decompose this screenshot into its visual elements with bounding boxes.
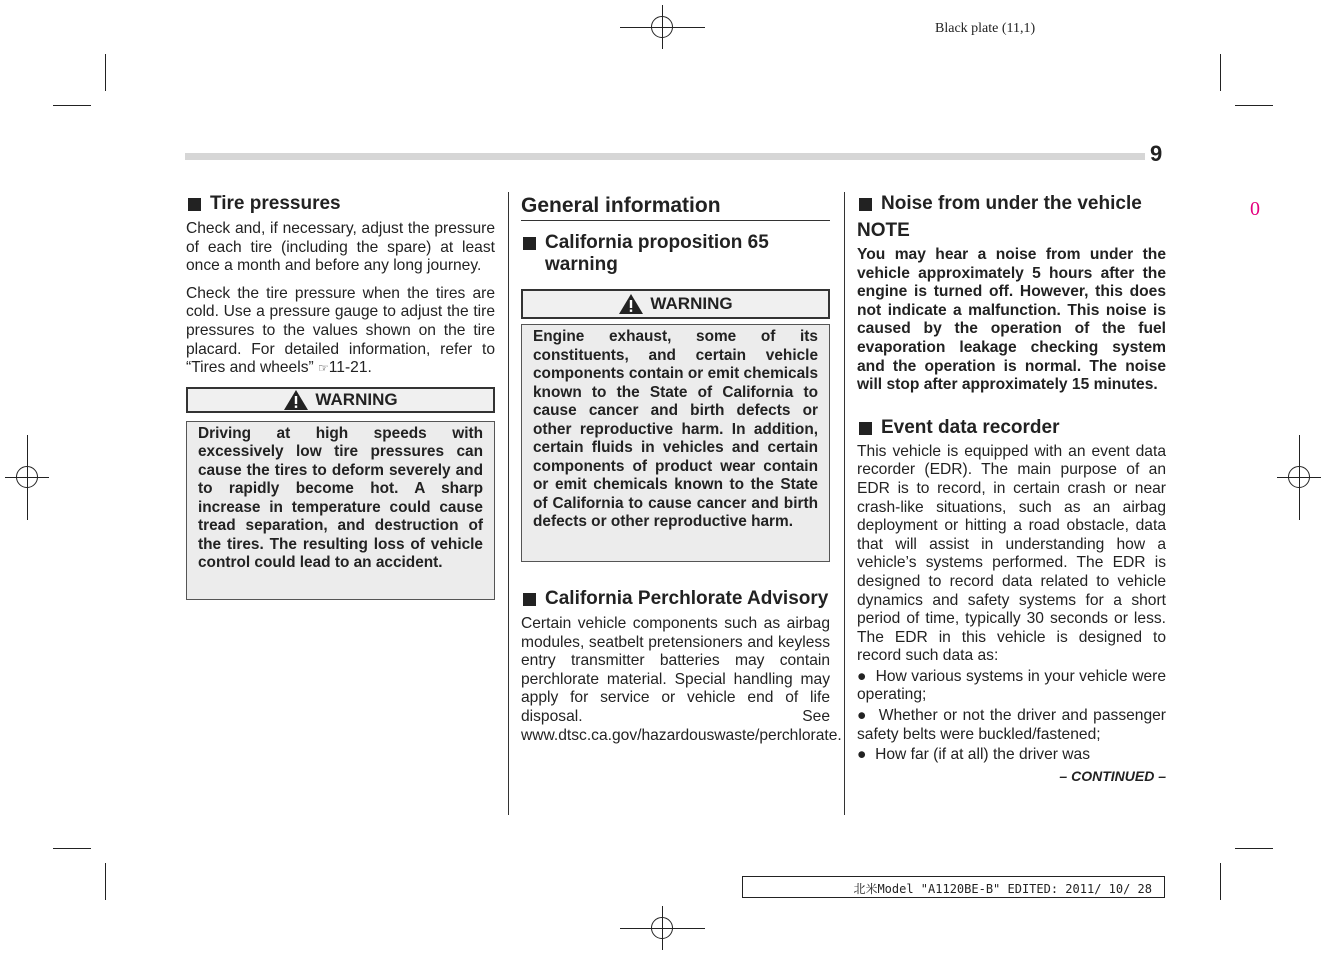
square-bullet-icon <box>188 198 201 211</box>
page-reference-icon: ☞ <box>318 361 329 376</box>
event-data-recorder-heading: Event data recorder <box>857 417 1166 439</box>
page-reference: 11-21. <box>328 359 372 377</box>
side-marker: 0 <box>1250 198 1260 220</box>
perchlorate-paragraph: Certain vehicle components such as airbag modules, seatbelt pretensioners and keyless entry transmitter batteries may contain perchlorate material. Special handling may apply for service or vehicle end of life disposal. See www.dtsc.ca.gov/hazardouswaste/perchlorate. <box>521 615 842 744</box>
header-rule <box>185 153 1145 160</box>
column-3 <box>857 193 1166 784</box>
column-1 <box>186 193 495 600</box>
warning-triangle-icon <box>618 293 644 315</box>
section-title: General information <box>521 193 830 221</box>
list-item: ● How far (if at all) the driver was <box>857 746 1091 764</box>
column-divider <box>844 192 845 815</box>
list-item: ● Whether or not the driver and passenger safety belts were buckled/fastened; <box>857 707 1166 743</box>
column-divider <box>508 192 509 815</box>
plate-label: Black plate (11,1) <box>935 21 1036 36</box>
edr-paragraph: This vehicle is equipped with an event data recorder (EDR). The main purpose of an EDR is to record, in certain crash or near crash-like situations, such as an airbag deployment or hitting a road obstacle, data that will assist in understanding how a vehicle’s systems performed. The EDR is designed to record data related to vehicle dynamics and safety systems for a short period of time, typically 30 seconds or less. The EDR in this vehicle is designed to record such data as: <box>857 442 1166 665</box>
footer-edit-stamp: 北米Model "A1120BE-B" EDITED: 2011/ 10/ 28 <box>742 876 1165 898</box>
tire-pressures-paragraph-1: Check and, if necessary, adjust the pressure of each tire (including the spare) at least once a month and before any long journey. <box>186 220 495 275</box>
warning-header: WARNING <box>186 387 495 413</box>
warning-triangle-icon <box>283 389 309 411</box>
perchlorate-heading: California Perchlorate Advisory <box>521 588 830 610</box>
warning-body: Engine exhaust, some of its constituents, and certain vehicle components contain or emit chemicals known to the State of California to cause cancer and birth defects or other reproductive harm. In addition, certain fluids in vehicles and certain components of product wear contain or emit chemicals known to the State of California to cause cancer and birth defects or other reproductive harm. <box>521 324 830 562</box>
square-bullet-icon <box>523 237 536 250</box>
tire-pressures-paragraph-2: Check the tire pressure when the tires are cold. Use a pressure gauge to adjust the tire pressures to the values shown on the tire placard. For detailed information, refer to “Tires and wheels” ☞11-21. <box>186 284 495 377</box>
page-number: 9 <box>1150 141 1163 166</box>
warning-header: WARNING <box>521 289 830 319</box>
tire-pressures-heading: Tire pressures <box>186 193 495 215</box>
continued-label: – CONTINUED – <box>1059 767 1166 784</box>
proposition-65-heading: California proposition 65 warning <box>521 232 830 276</box>
square-bullet-icon <box>859 198 872 211</box>
list-item: ● How various systems in your vehicle were operating; <box>857 667 1166 704</box>
noise-heading: Noise from under the vehicle <box>857 193 1166 215</box>
note-label: NOTE <box>857 220 910 241</box>
square-bullet-icon <box>523 593 536 606</box>
square-bullet-icon <box>859 422 872 435</box>
column-2 <box>521 193 842 745</box>
note-text: You may hear a noise from under the vehicle approximately 5 hours after the engine is turned off. However, this does not indicate a malfunction. This noise is caused by the operation of the fuel evaporation leakage checking system and the operation is normal. The noise will stop after approximately 15 minutes. <box>857 246 1166 394</box>
warning-body: Driving at high speeds with excessively low tire pressures can cause the tires to deform severely and to rapidly become hot. A sharp increase in temperature could cause tread separation, and destruction of the tires. The resulting loss of vehicle control could lead to an accident. <box>186 421 495 600</box>
